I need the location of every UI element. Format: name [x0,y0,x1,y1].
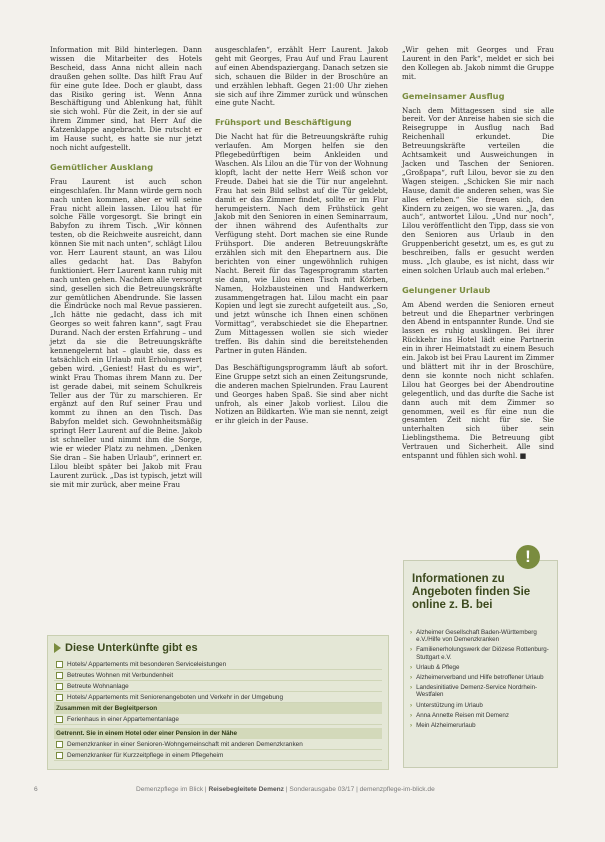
arrow-icon: › [410,663,413,671]
list-item-text: Demenzkranker für Kurzzeitpflege in einem Pflegeheim [67,751,224,759]
list-item [410,712,553,719]
section-heading: Gemeinsamer Ausflug [402,90,505,101]
section-heading: Frühsport und Beschäftigung [215,117,352,128]
info-box-title: Informationen zu Angeboten finden Sie online z. B. bei [412,573,531,611]
arrow-icon: › [410,701,413,709]
list-item [410,684,553,698]
list-item-text: Alzheimerverband und Hilfe betroffener Urlaub [416,674,544,682]
paragraph: Am Abend werden die Senioren erneut betreut und die Ehepartner verbringen den Abend in entspannter Runde. Und sie lassen es ruhig ausklingen. Bei ihrer Rückkehr ins Hotel lädt eine Partnerin ein in ihrer Heimatstadt zu einem Besuch ein. Jakob ist bei Frau Laurent im Zimmer und blättert mit ihr in der Broschüre, denn sie konnte noch nicht schlafen. Lilou hat Georges bei der Abendroutine gelegentlich, und das durfte die Sache ist dann auch mit dem Zimmer so genommen, weil es für eine nun die gesamten Zeit nicht für sie. Sie unterhalten sich über sein Lieblingsthema. Die Betreuung gibt Vertrauen und Sicherheit. Alle sind entspannt und fühlen sich wohl. ■ [402,299,554,461]
paragraph: Nach dem Mittagessen sind sie alle bereit. Vor der Anreise haben sie sich die Reisegruppe in Ausflug nach Bad Reichenhall erkundet. Die Betreuungskräfte verteilen die Achtsamkeit und Ausweichungen in Jacken und Taschen der Senioren. „Großpapa“, ruft Lilou, bevor sie zu den Wagen steigen. „Schicken Sie mir nach Hause, damit die anderen sehen, was Sie alles erleben.“ Sie freuen sich, den Kindern zu zeigen, wo sie waren. „Ja, das auch“, antwortet Lilou. „Und nur noch“, Lilou veröffentlicht den Tipp, dass sie von den Senioren aus Urlaub in den Gruppenbericht gesetzt, um es, es gut zu beschreiben, falls er gesucht werden muss. „Ich glaube, es ist nicht, dass wir einen solchen Urlaub auch mal erleben.“ [402,105,554,275]
footer-section: Reisebegleitete Demenz [208,786,284,793]
list-item [410,722,553,729]
checkbox-icon [56,694,63,701]
list-item [410,702,553,709]
arrow-icon: › [410,684,413,692]
accommodation-list-2 [54,703,382,725]
info-box [403,560,558,768]
paragraph: Die Nacht hat für die Betreuungskräfte ruhig verlaufen. Am Morgen helfen sie den Pflegebedürftigen beim Ankleiden und Waschen. Als Lilou an die Tür von der Wohnung klopft, lacht der nette Herr Weiß schon vor Freude. Dabei hat sie die Tür nur angelehnt. Frau hat sein Bild selbst auf die Tür geklebt, damit er das Zimmer findet, sollte er im Flur herumgeistern. Nach dem Frühstück geht Jakob mit den Senioren in einen Seminarraum, der ihnen während des Aufenthalts zur Verfügung steht. Dort machen sie eine Runde Frühsport. Die anderen Betreuungskräfte erzählen sich mit den Ehepartnern aus. Die berichten von einer ungewöhnlich ruhigen Nacht. Bereit für das Tagesprogramm starten sie dann, wie Lilou einen Tisch mit Körben, Namen, Holzbausteinen und Handwerkern zusammengetragen hat. Lilou macht ein paar Kopien und legt sie zurecht aufgeteilt aus. „So, und jetzt wünsche ich Ihnen einen schönen Vormittag“, verabschiedet sie die Ehepartner. Zum Mittagessen wollen sie sich wieder treffen. Bis dahin sind die bereitstehenden Partner in guten Händen. [215,132,388,355]
list-item [410,674,553,681]
paragraph: ausgeschlafen“, erzählt Herr Laurent. Jakob geht mit Georges, Frau Auf und Frau Laurent auf einen Abendspaziergang. Danach setzen sie sich, schauen die Bilder in der Broschüre an und erzählen lebhaft. Gegen 21:00 Uhr ziehen sie sich auf ihre Zimmer zurück und wünschen eine gute Nacht. [215,45,388,108]
arrow-icon: › [410,646,413,654]
paragraph: „Wir gehen mit Georges und Frau Laurent in den Park“, meldet er sich bei den Kollegen ab. Jakob nimmt die Gruppe mit. [402,45,554,81]
list-item-text: Betreutes Wohnen mit Verbundenheit [67,671,174,679]
list-item-text: Familienerholungswerk der Diözese Rottenburg-Stuttgart e.V. [416,646,549,661]
checkbox-icon [56,672,63,679]
box-title [54,642,198,654]
list-item-text: Alzheimer Gesellschaft Baden-Württemberg e.V./Hilfe von Demenzkranken [416,629,537,644]
list-heading: Getrennt. Sie in einem Hotel oder einer Pension in der Nähe [54,728,382,739]
list-item-text: Hotels/ Appartements mit Seniorenangeboten und Verkehr in der Umgebung [67,693,283,701]
footer-url: demenzpflege-im-blick.de [359,786,435,793]
checkbox-icon [56,661,63,668]
section-heading: Gelungener Urlaub [402,284,491,295]
checkbox-icon [56,752,63,759]
arrow-icon: › [410,674,413,682]
list-item-text: Mein Alzheimerurlaub [416,722,476,730]
paragraph: Das Beschäftigungsprogramm läuft ab sofort. Eine Gruppe setzt sich an einen Zeitungsrunde, die anderen machen Spielrunden. Frau Laurent und Georges haben Spaß. Sie sind aber nicht unfroh, als einer Jakob vorliest. Lilou die Notizen an Bildkarten. Wie man sie nennt, zeigt er ihr gleich in der Pause. [215,362,388,426]
list-item-text: Anna Annette Reisen mit Demenz [416,711,509,719]
page-footer [0,784,605,798]
list-heading: Zusammen mit der Begleitperson [54,703,382,714]
list-item [410,629,553,643]
box-title-text: Diese Unterkünfte gibt es [65,642,198,654]
list-item [410,664,553,671]
checkbox-icon [56,683,63,690]
info-list [410,629,553,732]
footer-issue: Sonderausgabe 03/17 [289,786,355,793]
exclamation-icon: ! [516,545,540,569]
list-item [54,670,382,681]
section-heading: Gemütlicher Ausklang [50,161,154,172]
text-column-3 [402,46,554,469]
arrow-icon: › [410,711,413,719]
checkbox-icon [56,716,63,723]
list-item [54,750,382,761]
list-item-text: Urlaub & Pflege [416,663,460,671]
list-item [54,692,382,703]
list-item-text: Betreute Wohnanlage [67,682,129,690]
accommodation-list-3 [54,728,382,761]
list-item-text: Demenzkranker in einer Senioren-Wohngemeinschaft mit anderen Demenzkranken [67,740,303,748]
paragraph: Frau Laurent ist auch schon eingeschlafen. Ihr Mann würde gern noch nach unten kommen, aber er will seine Frau nicht allein lassen. Lilou hat für solche Fälle vorgesorgt. Sie bringt ein Babyfon zu ihrem Tisch. „Wir können testen, ob die Reichweite ausreicht, dann können Sie mit nach unten“, schlägt Lilou vor. Herr Laurent staunt, an was Lilou alles gedacht hat. Das Babyfon funktioniert. Herr Laurent kann ruhig mit nach unten gehen. Nachdem alle versorgt sind, gesellen sich die Betreuungskräfte zur gemütlichen Abendrunde. Sie lassen die Eindrücke noch mal Revue passieren. „Ich hätte nie gedacht, dass ich mit Georges so weit fahren kann“, sagt Frau Durand. Nach der ersten Erfahrung – und jetzt da sie die Betreuungskräfte kennengelernt hat – glaubt sie, dass es tatsächlich ein Urlaub mit Erholungswert geben wird. „Geniest! Hast du es wir“, winkt Frau Thomas ihrem Mann zu. Der ist gerade dabei, mit seinem Schulkreis Teller aus der Tür zu marschieren. Er ergänzt auf den Ruf seiner Frau und kommt zu ihnen an den Tisch. Das Babyfon meldet sich. Gewohnheitsmäßig springt Herr Laurent auf die Beine. Jakob ist schneller und nimmt ihm die Sorge, wie er wieder Platz zu nehmen. „Denken Sie dran – Sie haben Urlaub“, erinnert er. Lilou bleibt später bei Jakob mit Frau Laurent zurück. „Das ist typisch, jetzt will sie mit mir zurück, aber meine Frau [50,176,202,489]
list-item-text: Landesinitiative Demenz-Service Nordrhein-Westfalen [416,684,538,699]
list-item-text: Hotels/ Appartements mit besonderen Serviceleistungen [67,660,227,668]
page-number: 6 [34,786,38,793]
list-item [54,659,382,670]
triangle-icon [54,643,61,653]
list-item [54,681,382,692]
list-item [410,646,553,660]
arrow-icon: › [410,629,413,636]
list-item-text: Unterstützung im Urlaub [416,701,483,709]
paragraph: Information mit Bild hinterlegen. Dann wissen die Mitarbeiter des Hotels Bescheid, dass Anna nicht allein nach draußen gehen sollte. Das hilft Frau Auf für eine gute Idee. Doch er glaubt, dass das Risiko gering ist. Wenn Anna Beschäftigung und Ablenkung hat, fühlt sie sich wohl. Für die Zeit, in der sie auf ihrem Zimmer sind, hat Herr Auf die Katzenklappe angebracht. Die rutscht er im Hause sucht, es hatte sie nur jetzt noch nicht aufgestellt. [50,45,202,152]
accommodation-box [47,635,389,770]
list-item [54,739,382,750]
arrow-icon: › [410,722,413,730]
accommodation-list-1 [54,659,382,703]
footer-brand: Demenzpflege im Blick [136,786,204,793]
checkbox-icon [56,741,63,748]
list-item-text: Ferienhaus in einer Appartementanlage [67,715,179,723]
text-column-2 [215,46,388,434]
footer-text: Demenzpflege im Blick | Reisebegleitete Demenz | Sonderausgabe 03/17 | demenzpflege-im-blick.de [136,786,435,793]
list-item [54,714,382,725]
text-column-1 [50,46,202,498]
